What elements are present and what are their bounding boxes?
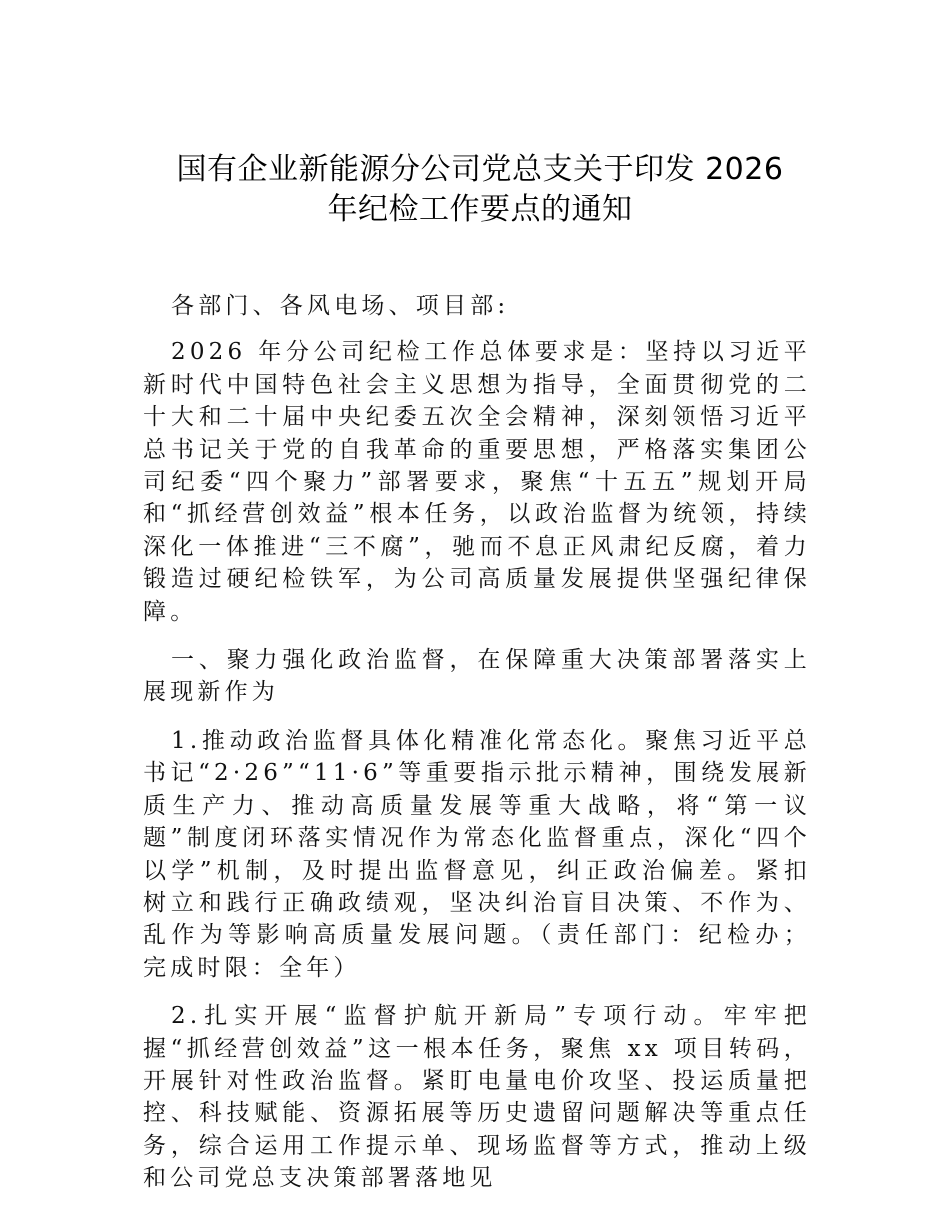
document-body (143, 290, 811, 1211)
greeting-line: 各部门、各风电场、项目部: (171, 293, 510, 319)
item-2-paragraph: 2.扎实开展“监督护航开新局”专项行动。牢牢把握“抓经营创效益”这一根本任务，聚焦 xx 项目转码，开展针对性政治监督。紧盯电量电价攻坚、投运质量把控、科技赋能、资源拓展等历史遗留问题解决等重点任务，综合运用工作提示单、现场监督等方式，推动上级和公司党总支决策部署落地见 (143, 1003, 811, 1192)
paragraph-general-requirements: 2026 年分公司纪检工作总体要求是：坚持以习近平新时代中国特色社会主义思想为指导，全面贯彻党的二十大和二十届中央纪委五次全会精神，深刻领悟习近平总书记关于党的自我革命的重要思想，严格落实集团公司纪委“四个聚力”部署要求，聚焦“十五五”规划开局和“抓经营创效益”根本任务，以政治监督为统领，持续深化一体推进“三不腐”，驰而不息正风肃纪反腐，着力锻造过硬纪检铁军，为公司高质量发展提供坚强纪律保障。 (143, 339, 811, 625)
section-heading-1: 一、聚力强化政治监督，在保障重大决策部署落实上展现新作为 (143, 647, 811, 706)
item-1-paragraph: 1.推动政治监督具体化精准化常态化。聚焦习近平总书记“2·26”“11·6”等重要指示批示精神，围绕发展新质生产力、推动高质量发展等重大战略，将“第一议题”制度闭环落实情况作为常态化监督重点，深化“四个以学”机制，及时提出监督意见，纠正政治偏差。紧扣树立和践行正确政绩观，坚决纠治盲目决策、不作为、乱作为等影响高质量发展问题。（责任部门：纪检办；完成时限：全年） (143, 727, 811, 981)
document-title (140, 150, 820, 230)
title-line-2: 年纪检工作要点的通知 (327, 192, 633, 227)
title-line-1: 国有企业新能源分公司党总支关于印发 2026 (176, 152, 784, 187)
